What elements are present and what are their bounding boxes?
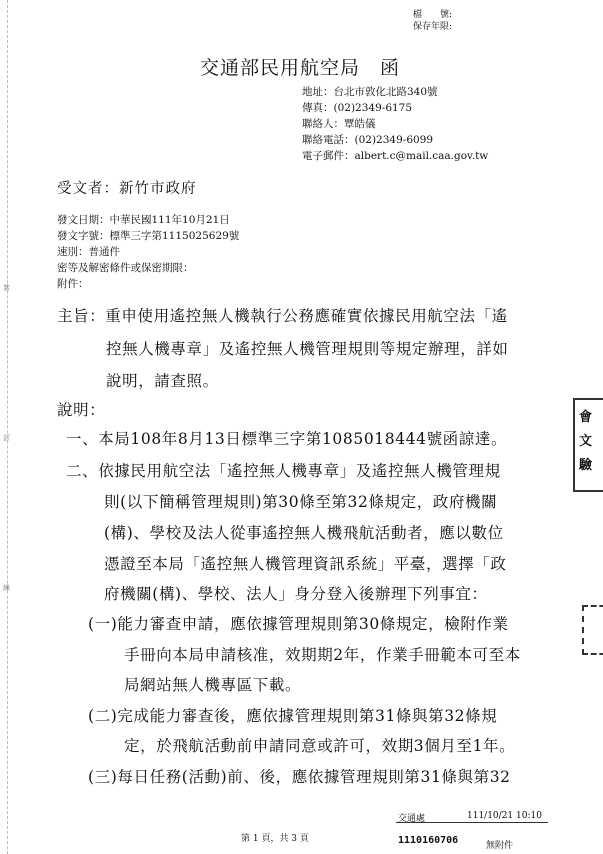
confidentiality: 密等及解密條件或保密期限：	[57, 262, 194, 274]
explanation-item-2-line-4: 憑證至本局「遙控無人機管理資訊系統」平臺，選擇「政	[104, 555, 507, 573]
stamp-rule	[396, 822, 548, 823]
sub-item-1-line-1: (一)能力審查申請，應依據管理規則第30條規定，檢附作業	[88, 615, 509, 633]
receipt-stamp-time: 111/10/21 10:10	[467, 811, 542, 821]
explanation-item-2-line-1: 二、依據民用航空法「遙控無人機專章」及遙控無人機管理規	[66, 462, 501, 480]
sub-item-1-line-3: 局網站無人機專區下載。	[124, 676, 302, 694]
binding-line	[7, 0, 8, 854]
attachment-note: 無附件	[486, 841, 514, 851]
margin-mark-line: 線	[3, 584, 10, 592]
contact-email: 電子郵件：albert.c@mail.caa.gov.tw	[302, 150, 489, 162]
explanation-item-2-line-3: (構)、學校及法人從事遙控無人機飛航活動者，應以數位	[104, 524, 504, 542]
receipt-stamp-unit: 交通處	[398, 814, 426, 824]
retention-period-label: 保存年限:	[413, 22, 453, 32]
attachments: 附件：	[57, 278, 89, 290]
archive-number-label: 檔 號:	[413, 10, 453, 20]
contact-phone: 聯絡電話：(02)2349-6099	[302, 134, 434, 146]
seal-char-3: 驗	[579, 458, 593, 473]
explanation-item-1: 一、本局108年8月13日標準三字第1085018444號函諒達。	[66, 430, 508, 448]
explanation-heading: 說明：	[57, 401, 106, 419]
official-seal	[573, 398, 603, 492]
contact-address: 地址：台北市敦化北路340號	[302, 86, 438, 98]
sub-item-1-line-2: 手冊向本局申請核准，效期期2年，作業手冊範本可至本	[124, 646, 521, 664]
page-number: 第 1 頁，共 3 頁	[241, 834, 309, 844]
seal-char-2: 文	[579, 434, 593, 449]
contact-fax: 傳真：(02)2349-6175	[302, 102, 413, 114]
subject-line-3: 說明，請查照。	[106, 372, 219, 390]
seal-fragment	[582, 605, 603, 655]
explanation-item-2-line-5: 府機關(構)、學校、法人」身分登入後辦理下列事宜：	[104, 585, 488, 603]
issue-date: 發文日期：中華民國111年10月21日	[57, 214, 230, 226]
speed-category: 速別：普通件	[57, 246, 120, 258]
sub-item-2-line-1: (二)完成能力審查後，應依據管理規則第31條與第32條規	[88, 707, 498, 725]
contact-person: 聯絡人：覃皓儀	[302, 118, 376, 130]
subject-line-1: 主旨：重申使用遙控無人機執行公務應確實依據民用航空法「遙	[57, 307, 508, 325]
margin-mark-staple: 訂	[3, 434, 10, 442]
sub-item-2-line-2: 定，於飛航活動前申請同意或許可，效期3個月至1年。	[124, 737, 516, 755]
seal-char-1: 會	[579, 410, 593, 425]
subject-line-2: 控無人機專章」及遙控無人機管理規則等規定辦理，詳如	[106, 340, 509, 358]
sub-item-3-line-1: (三)每日任務(活動)前、後，應依據管理規則第31條與第32	[88, 768, 511, 786]
explanation-item-2-line-2: 則(以下簡稱管理規則)第30條至第32條規定，政府機關	[104, 493, 498, 511]
document-serial: 1110160706	[398, 835, 459, 846]
recipient: 受文者：新竹市政府	[57, 181, 197, 197]
margin-mark-bind: 裝	[3, 284, 10, 292]
issue-number: 發文字號：標準三字第1115025629號	[57, 230, 240, 242]
document-title: 交通部民用航空局 函	[200, 57, 401, 79]
